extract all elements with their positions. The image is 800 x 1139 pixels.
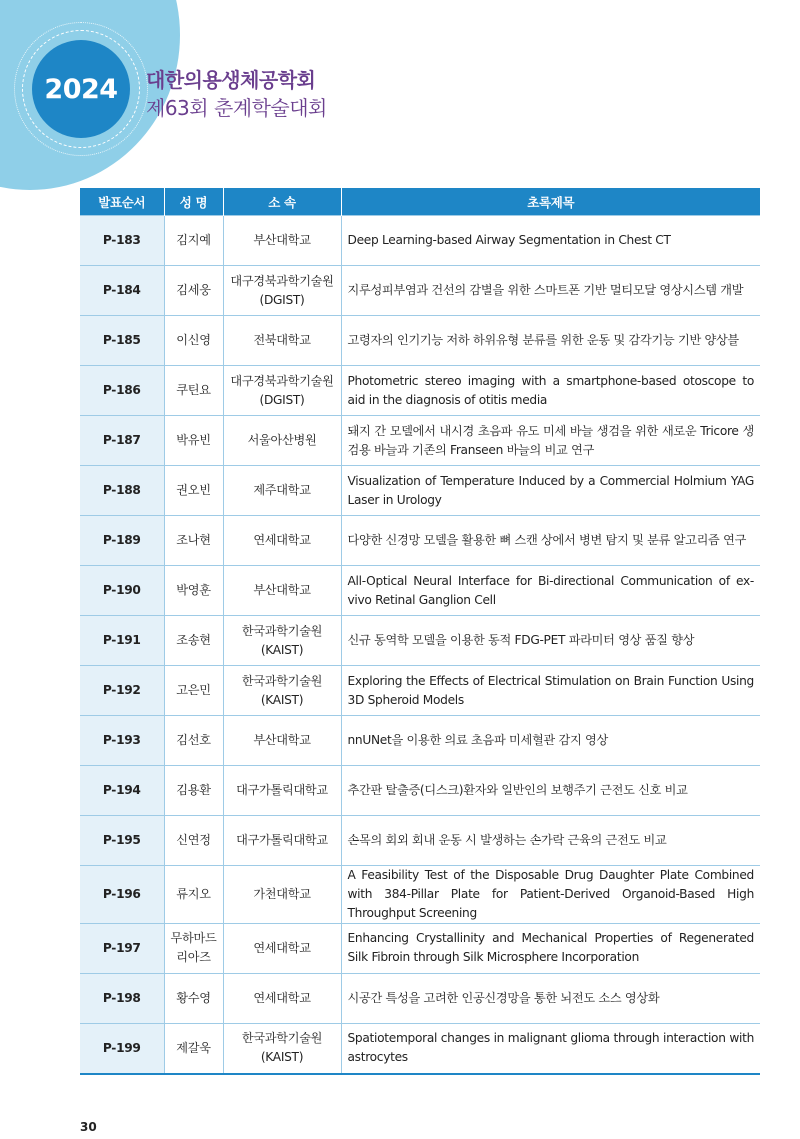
cell-presenter-name: 류지오: [164, 866, 223, 924]
cell-abstract-title: Spatiotemporal changes in malignant glioma through interaction with astrocytes: [341, 1023, 760, 1074]
cell-presenter-name: 김선호: [164, 716, 223, 766]
cell-presenter-name: 쿠틴요: [164, 366, 223, 416]
cell-presenter-name: 조나현: [164, 516, 223, 566]
cell-affiliation: 부산대학교: [223, 716, 341, 766]
cell-presenter-name: 무하마드 리아즈: [164, 923, 223, 973]
table-row: [80, 973, 760, 1023]
cell-abstract-title: 지루성피부염과 건선의 감별을 위한 스마트폰 기반 멀티모달 영상시스템 개발: [341, 266, 760, 316]
cell-affiliation: 대구경북과학기술원 (DGIST): [223, 366, 341, 416]
cell-abstract-title: Deep Learning-based Airway Segmentation in Chest CT: [341, 216, 760, 266]
cell-abstract-title: Photometric stereo imaging with a smartphone-based otoscope to aid in the diagnosis of otitis media: [341, 366, 760, 416]
cell-presentation-number: P-197: [80, 923, 164, 973]
cell-affiliation: 전북대학교: [223, 316, 341, 366]
cell-affiliation: 가천대학교: [223, 866, 341, 924]
cell-affiliation: 대구경북과학기술원 (DGIST): [223, 266, 341, 316]
cell-affiliation: 연세대학교: [223, 923, 341, 973]
cell-abstract-title: 다양한 신경망 모델을 활용한 뼈 스캔 상에서 병변 탐지 및 분류 알고리즘 연구: [341, 516, 760, 566]
presentation-table: [80, 188, 760, 1075]
table-row: [80, 566, 760, 616]
cell-presenter-name: 황수영: [164, 973, 223, 1023]
cell-presentation-number: P-194: [80, 766, 164, 816]
cell-abstract-title: 추간판 탈출증(디스크)환자와 일반인의 보행주기 근전도 신호 비교: [341, 766, 760, 816]
page-number: 30: [80, 1120, 97, 1134]
cell-affiliation: 부산대학교: [223, 566, 341, 616]
cell-affiliation: 제주대학교: [223, 466, 341, 516]
cell-presentation-number: P-184: [80, 266, 164, 316]
cell-presenter-name: 박유빈: [164, 416, 223, 466]
cell-affiliation: 서울아산병원: [223, 416, 341, 466]
cell-presenter-name: 고은민: [164, 666, 223, 716]
table-header-row: [80, 188, 760, 216]
cell-presentation-number: P-183: [80, 216, 164, 266]
cell-presentation-number: P-198: [80, 973, 164, 1023]
cell-presentation-number: P-193: [80, 716, 164, 766]
table-row: [80, 316, 760, 366]
table-row: [80, 866, 760, 924]
cell-presenter-name: 제갈욱: [164, 1023, 223, 1074]
table-row: [80, 266, 760, 316]
cell-abstract-title: nnUNet을 이용한 의료 초음파 미세혈관 감지 영상: [341, 716, 760, 766]
table-row: [80, 766, 760, 816]
cell-abstract-title: Visualization of Temperature Induced by a Commercial Holmium YAG Laser in Urology: [341, 466, 760, 516]
society-title: 대한의용생체공학회: [146, 68, 316, 92]
cell-abstract-title: A Feasibility Test of the Disposable Drug Daughter Plate Combined with 384-Pillar Plate for Patient-Derived Organoid-Based High Throughput Screening: [341, 866, 760, 924]
cell-presentation-number: P-190: [80, 566, 164, 616]
cell-presentation-number: P-187: [80, 416, 164, 466]
cell-presenter-name: 김세웅: [164, 266, 223, 316]
cell-presentation-number: P-199: [80, 1023, 164, 1074]
table-row: [80, 923, 760, 973]
table-row: [80, 366, 760, 416]
col-header-order: 발표순서: [80, 188, 164, 216]
cell-abstract-title: All-Optical Neural Interface for Bi-directional Communication of ex-vivo Retinal Ganglion Cell: [341, 566, 760, 616]
col-header-affiliation: 소 속: [223, 188, 341, 216]
table-row: [80, 466, 760, 516]
table-row: [80, 716, 760, 766]
col-header-name: 성 명: [164, 188, 223, 216]
table-row: [80, 616, 760, 666]
table-row: [80, 216, 760, 266]
cell-affiliation: 연세대학교: [223, 516, 341, 566]
table-row: [80, 1023, 760, 1074]
event-title: 제63회 춘계학술대회: [146, 96, 327, 120]
cell-presentation-number: P-195: [80, 816, 164, 866]
cell-affiliation: 부산대학교: [223, 216, 341, 266]
cell-abstract-title: 신규 동역학 모델을 이용한 동적 FDG-PET 파라미터 영상 품질 향상: [341, 616, 760, 666]
cell-presenter-name: 김용환: [164, 766, 223, 816]
cell-affiliation: 연세대학교: [223, 973, 341, 1023]
col-header-title: 초록제목: [341, 188, 760, 216]
cell-presentation-number: P-191: [80, 616, 164, 666]
cell-affiliation: 한국과학기술원 (KAIST): [223, 1023, 341, 1074]
cell-affiliation: 한국과학기술원 (KAIST): [223, 616, 341, 666]
cell-presenter-name: 권오빈: [164, 466, 223, 516]
cell-abstract-title: 손목의 회외 회내 운동 시 발생하는 손가락 근육의 근전도 비교: [341, 816, 760, 866]
cell-affiliation: 한국과학기술원 (KAIST): [223, 666, 341, 716]
cell-presentation-number: P-192: [80, 666, 164, 716]
cell-presentation-number: P-196: [80, 866, 164, 924]
cell-presenter-name: 김지예: [164, 216, 223, 266]
cell-abstract-title: Enhancing Crystallinity and Mechanical Properties of Regenerated Silk Fibroin through Silk Microsphere Incorporation: [341, 923, 760, 973]
cell-presenter-name: 조송현: [164, 616, 223, 666]
cell-presenter-name: 박영훈: [164, 566, 223, 616]
cell-presentation-number: P-185: [80, 316, 164, 366]
cell-affiliation: 대구가톨릭대학교: [223, 766, 341, 816]
table-row: [80, 516, 760, 566]
cell-abstract-title: 고령자의 인기기능 저하 하위유형 분류를 위한 운동 및 감각기능 기반 양상블: [341, 316, 760, 366]
cell-presentation-number: P-186: [80, 366, 164, 416]
table-row: [80, 666, 760, 716]
cell-presentation-number: P-189: [80, 516, 164, 566]
cell-presentation-number: P-188: [80, 466, 164, 516]
cell-presenter-name: 신연정: [164, 816, 223, 866]
cell-abstract-title: 시공간 특성을 고려한 인공신경망을 통한 뇌전도 소스 영상화: [341, 973, 760, 1023]
cell-abstract-title: Exploring the Effects of Electrical Stimulation on Brain Function Using 3D Spheroid Models: [341, 666, 760, 716]
year-badge: 2024: [32, 40, 130, 138]
cell-presenter-name: 이신영: [164, 316, 223, 366]
cell-abstract-title: 돼지 간 모델에서 내시경 초음파 유도 미세 바늘 생검을 위한 새로운 Tricore 생검용 바늘과 기존의 Franseen 바늘의 비교 연구: [341, 416, 760, 466]
cell-affiliation: 대구가톨릭대학교: [223, 816, 341, 866]
table-row: [80, 816, 760, 866]
table-row: [80, 416, 760, 466]
